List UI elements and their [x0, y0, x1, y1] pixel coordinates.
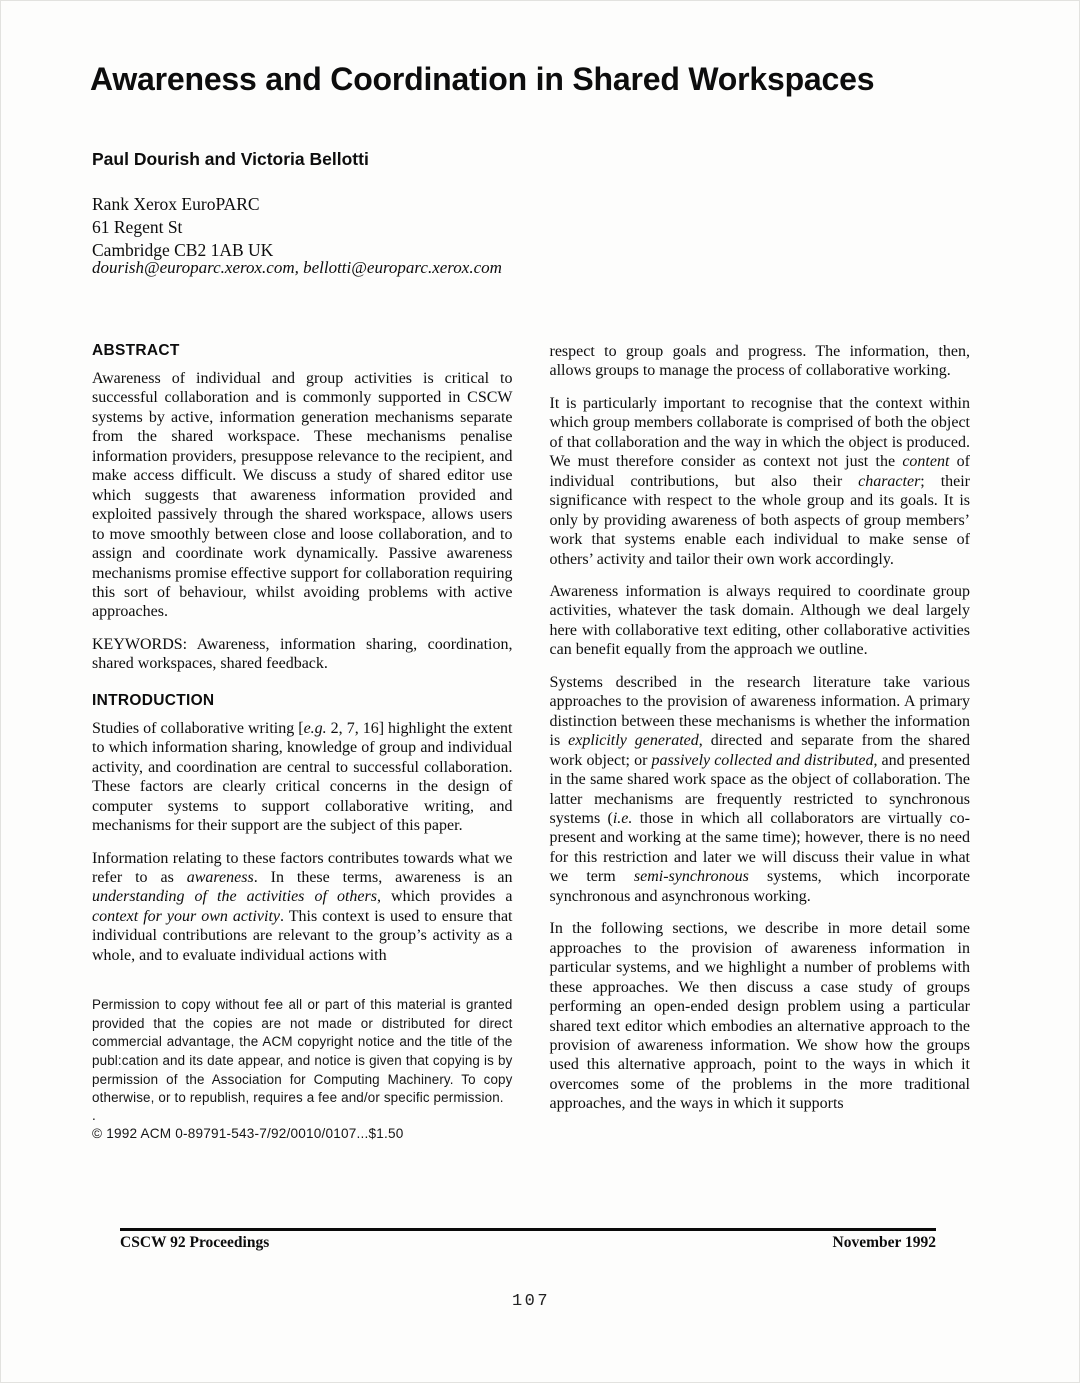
right-paragraph-2: It is particularly important to recognise that the context within which group members collaborate is comprised of both the object of that collaboration and the way in which the object is produced. We must therefore consider as context not just the content of individual contributions, but also their character; their significance with respect to the whole group and its goals. It is only by providing awareness of both aspects of group members’ work that systems enable each individual to make sense of others’ activity and tailor their own work accordingly. [549, 394, 971, 568]
page-number: 107 [511, 1292, 551, 1311]
permission-footnote: Permission to copy without fee all or part of this material is granted provided that the copies are not made or distributed for direct commercial advantage, the ACM copyright notice and the title of the publ:cation and its date appear, and notice is given that copying is by permission of the Association for Computing Machinery. To copy otherwise, or to republish, requires a fee and/or specific permission. [92, 997, 513, 1106]
affiliation-line-2: 61 Regent St [92, 217, 183, 238]
keywords-paragraph: KEYWORDS: Awareness, information sharing, coordination, shared workspaces, shared feedback. [92, 635, 513, 673]
left-column [92, 342, 513, 1141]
footnote-stray-dot: . [92, 1107, 96, 1123]
right-paragraph-3: Awareness information is always required to coordinate group activities, whatever the task domain. Although we deal largely here with collaborative text editing, other collaborative activities can benefit equally from the approach we outline. [549, 582, 970, 659]
affiliation-line-1: Rank Xerox EuroPARC [92, 194, 260, 214]
introduction-heading: INTRODUCTION [92, 691, 215, 709]
affiliation-line-3: Cambridge CB2 1AB UK [92, 240, 274, 261]
right-paragraph-4: Systems described in the research literature take various approaches to the provision of awareness information. A primary distinction between these mechanisms is whether the information is explicitly generated, directed and separate from the shared work object; or passively collected and distributed, and presented in the same shared work space as the object of collaboration. The latter mechanisms are frequently restricted to synchronous systems (i.e. those in which all collaborators are virtually co-present and working at the same time); however, there is no need for this restriction and later we will discuss their value in what we term semi-synchronous systems, which incorporate synchronous and asynchronous working. [549, 673, 971, 905]
right-column [550, 342, 971, 1127]
affiliation-block [92, 193, 273, 263]
paper-title: Awareness and Coordination in Shared Workspaces [90, 61, 875, 98]
right-paragraph-5: In the following sections, we describe in more detail some approaches to the provision of awareness information in particular systems, and we highlight a number of problems with these approaches. We then discuss a case study of groups performing an open-ended design problem using a particular shared text editor which embodies an alternative approach to the provision of awareness information. We show how the groups used this alternative approach, point to the ways in which it overcomes some of the problems in the more traditional approaches, and the ways in which it supports [549, 920, 970, 1113]
introduction-paragraph-1: Studies of collaborative writing [e.g. 2, 7, 16] highlight the extent to which information sharing, knowledge of group and individual activity, and coordination are central to successful collaboration. These factors are clearly critical concerns in the design of computer systems to support collaborative writing, and mechanisms for their support are the subject of this paper. [92, 719, 513, 835]
author-emails: dourish@europarc.xerox.com, bellotti@europarc.xerox.com [92, 258, 502, 277]
right-paragraph-1: respect to group goals and progress. The information, then, allows groups to manage the process of collaborative working. [549, 343, 970, 380]
abstract-heading: ABSTRACT [92, 342, 180, 359]
footer-proceedings-label: CSCW 92 Proceedings [120, 1234, 270, 1251]
page-footer [120, 1234, 936, 1252]
footer-divider-rule [120, 1228, 936, 1231]
author-names: Paul Dourish and Victoria Bellotti [92, 149, 369, 169]
abstract-paragraph: Awareness of individual and group activities is critical to successful collaboration and is commonly supported in CSCW systems by active, information generation mechanisms separate from the shared workspace. These mechanisms penalise information providers, presuppose relevance to the recipient, and make access difficult. We discuss a study of shared editor use which suggests that awareness information provided and exploited passively through the shared workspace, allows users to move smoothly between close and loose collaboration, and to assign and coordinate work dynamically. Passive awareness mechanisms promise effective support for collaboration requiring this sort of behaviour, whilst avoiding problems with active approaches. [92, 370, 513, 621]
footer-date-label: November 1992 [832, 1234, 936, 1251]
two-column-body [92, 342, 970, 1141]
copyright-line: © 1992 ACM 0-89791-543-7/92/0010/0107...$1.50 [92, 1125, 404, 1141]
introduction-paragraph-2: Information relating to these factors contributes towards what we refer to as awareness. In these terms, awareness is an understanding of the activities of others, which provides a context for your own activity. This context is used to ensure that individual contributions are relevant to the group’s activity as a whole, and to evaluate individual actions with [92, 849, 513, 964]
